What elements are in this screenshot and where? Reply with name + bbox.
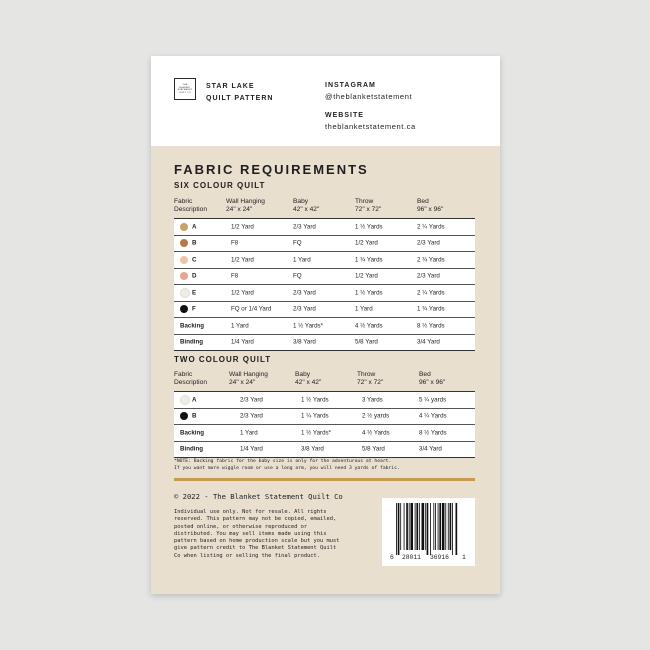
website-label: WEBSITE [325, 112, 364, 119]
pattern-back-cover [151, 56, 500, 594]
yardage-cell: 1 ¾ Yards [355, 256, 383, 264]
legal-line: reserved. This pattern may not be copied, emailed, [174, 516, 337, 523]
column-size: 72" x 72" [357, 379, 384, 386]
barcode-bar [456, 503, 458, 555]
column-name: Wall Hanging [226, 198, 265, 205]
table-row [174, 285, 475, 302]
table-body [174, 218, 475, 351]
yardage-cell: 3/8 Yard [293, 338, 316, 346]
table-row [174, 219, 475, 236]
column-size: 24" x 24" [226, 206, 253, 213]
column-size: 24" x 24" [229, 379, 256, 386]
column-size: 96" x 96" [417, 206, 444, 213]
table-row [174, 302, 475, 319]
yardage-cell: 1 Yard [231, 322, 249, 330]
yardage-cell: 5 ¼ yards [419, 396, 447, 404]
website-block [325, 110, 416, 132]
fabric-swatch [180, 256, 188, 264]
yardage-cell: 1 ½ Yards [301, 396, 329, 404]
table-row [174, 392, 475, 409]
yardage-cell: 1/2 Yard [231, 289, 254, 297]
fabric-label: Backing [180, 322, 205, 330]
website-url[interactable]: theblanketstatement.ca [325, 122, 416, 131]
fabric-swatch [180, 239, 188, 247]
barcode [382, 498, 475, 566]
yardage-cell: 8 ½ Yards [417, 322, 445, 330]
yardage-cell: 5/8 Yard [355, 338, 378, 346]
legal-line: Co when listing or selling the final product. [174, 552, 321, 559]
barcode-bar [416, 503, 418, 550]
barcode-bar [422, 503, 425, 550]
barcode-bar [404, 503, 405, 550]
barcode-bar [435, 503, 436, 550]
fabric-label: A [192, 223, 197, 231]
logo-line: QUILT CO [179, 91, 191, 94]
table-row [174, 425, 475, 442]
table-row [174, 318, 475, 335]
barcode-bar [448, 503, 449, 550]
fabric-swatch [180, 412, 188, 420]
barcode-group: 36916 [430, 554, 449, 561]
yardage-cell: 3/4 Yard [417, 338, 440, 346]
yardage-cell: F8 [231, 239, 239, 247]
barcode-digit: 6 [390, 554, 394, 561]
barcode-bar [396, 503, 397, 555]
legal-line: distributed. You may sell items made using this [174, 530, 327, 537]
instagram-label: INSTAGRAM [325, 82, 376, 89]
legal-line: Individual use only. Not for resale. All rights [174, 509, 327, 515]
table-row [174, 409, 475, 426]
yardage-cell: 2 ½ yards [362, 412, 390, 420]
fabric-label: Binding [180, 338, 204, 346]
six-colour-table [174, 198, 475, 351]
pattern-name-line: QUILT PATTERN [206, 95, 274, 102]
two-colour-heading: TWO COLOUR QUILT [174, 355, 272, 364]
logo-line: BLANKET [179, 86, 191, 89]
yardage-cell: 4 ½ Yards [362, 429, 390, 437]
yardage-cell: 4 ¼ Yards [419, 412, 447, 420]
barcode-bar [450, 503, 452, 550]
barcode-bar [427, 503, 429, 555]
column-size: 42" x 42" [295, 379, 322, 386]
brand-logo [174, 78, 196, 100]
instagram-handle[interactable]: @theblanketstatement [325, 92, 413, 101]
table-row [174, 335, 475, 352]
yardage-cell: 3/4 Yard [419, 445, 442, 453]
yardage-cell: 1 ¼ Yards [301, 412, 329, 420]
table-row [174, 252, 475, 269]
yardage-cell: FQ [293, 239, 302, 247]
yardage-cell: 2/3 Yard [293, 305, 316, 313]
barcode-bar [445, 503, 446, 550]
column-name: Wall Hanging [229, 371, 268, 378]
two-colour-table [174, 371, 475, 458]
yardage-cell: 2/3 Yard [293, 289, 316, 297]
yardage-cell: 1/2 Yard [231, 223, 254, 231]
fabric-swatch [180, 272, 188, 280]
column-name: Baby [295, 371, 311, 378]
barcode-bar [398, 503, 400, 555]
yardage-cell: F8 [231, 272, 239, 280]
table-row [174, 269, 475, 286]
pattern-name [206, 81, 273, 105]
yardage-cell: 1 ½ Yards* [301, 429, 332, 437]
table-body [174, 391, 475, 458]
yardage-cell: 1 ½ Yards* [293, 322, 324, 330]
legal-line: posted online, or otherwise reproduced or [174, 523, 308, 530]
yardage-cell: FQ [293, 272, 302, 280]
barcode-bar [438, 503, 439, 550]
legal-notice [174, 509, 386, 560]
six-colour-heading: SIX COLOUR QUILT [174, 181, 266, 190]
yardage-cell: 2 ¾ Yards [417, 256, 445, 264]
yardage-cell: 1 ½ Yards [355, 289, 383, 297]
column-name: Throw [357, 371, 376, 378]
column-name: Baby [293, 198, 309, 205]
header-band [151, 56, 500, 146]
yardage-cell: 3 Yards [362, 396, 383, 404]
column-name: Bed [417, 198, 429, 205]
column-name: Bed [419, 371, 431, 378]
barcode-bar [406, 503, 408, 550]
yardage-cell: 1/2 Yard [355, 272, 378, 280]
barcode-bar [425, 503, 426, 550]
table-header [174, 198, 475, 218]
column-size: 42" x 42" [293, 206, 320, 213]
fabric-label: Binding [180, 445, 204, 453]
fabric-swatch [180, 223, 188, 231]
fabric-label: F [192, 305, 196, 313]
fabric-swatch [180, 288, 190, 298]
barcode-bar [415, 503, 416, 550]
fabric-label: Backing [180, 429, 205, 437]
fabric-swatch [180, 305, 188, 313]
barcode-bar [442, 503, 445, 550]
yardage-cell: 1/2 Yard [231, 256, 254, 264]
yardage-cell: FQ or 1/4 Yard [231, 305, 272, 313]
barcode-bars [396, 503, 461, 555]
yardage-cell: 1/2 Yard [355, 239, 378, 247]
legal-line: give pattern credit to The Blanket Statement Quilt [174, 545, 337, 552]
fabric-label: B [192, 239, 197, 247]
yardage-cell: 5/8 Yard [362, 445, 385, 453]
yardage-cell: 1 ½ Yards [355, 223, 383, 231]
yardage-cell: 8 ½ Yards [419, 429, 447, 437]
yardage-cell: 2/3 Yard [240, 396, 263, 404]
barcode-group: 28011 [402, 554, 421, 561]
table-row [174, 236, 475, 253]
column-name: Fabric [174, 371, 193, 378]
yardage-cell: 1 Yard [293, 256, 311, 264]
fabric-swatch [180, 395, 190, 405]
barcode-bar [433, 503, 434, 550]
yardage-cell: 1 Yard [240, 429, 258, 437]
logo-line: STATEMENT [177, 89, 193, 92]
copyright-text: © 2022 - The Blanket Statement Quilt Co [174, 492, 343, 501]
yardage-cell: 1/4 Yard [231, 338, 254, 346]
barcode-digit: 1 [462, 554, 466, 561]
logo-line: THE [182, 84, 188, 86]
pattern-name-line: STAR LAKE [206, 83, 255, 90]
accent-divider [174, 478, 475, 481]
column-size: Description [174, 379, 207, 386]
fabric-label: E [192, 289, 197, 297]
yardage-cell: 2/3 Yard [293, 223, 316, 231]
table-row [174, 442, 475, 459]
backing-note [174, 458, 400, 472]
table-header [174, 371, 475, 391]
yardage-cell: 2/3 Yard [240, 412, 263, 420]
legal-line: pattern based on home production scale but you must [174, 538, 340, 545]
fabric-label: C [192, 256, 197, 264]
yardage-cell: 3/8 Yard [301, 445, 324, 453]
note-line: *NOTE: Backing fabric for the baby size is only for the adventurous at heart. [174, 459, 392, 464]
fabric-label: A [192, 396, 197, 404]
page-title: FABRIC REQUIREMENTS [174, 162, 369, 177]
yardage-cell: 2/3 Yard [417, 239, 440, 247]
barcode-bar [410, 503, 413, 550]
instagram-block [325, 80, 412, 102]
barcode-bar [430, 503, 431, 555]
fabric-label: D [192, 272, 197, 280]
note-line: If you want more wiggle room or use a long arm, you will need 3 yards of fabric. [174, 466, 400, 471]
yardage-cell: 1/4 Yard [240, 445, 263, 453]
column-name: Fabric [174, 198, 193, 205]
yardage-cell: 2 ¼ Yards [417, 289, 445, 297]
yardage-cell: 4 ½ Yards [355, 322, 383, 330]
barcode-bar [400, 503, 401, 550]
yardage-cell: 2 ¼ Yards [417, 223, 445, 231]
column-size: 96" x 96" [419, 379, 446, 386]
barcode-bar [409, 503, 410, 550]
yardage-cell: 1 ¾ Yards [417, 305, 445, 313]
column-size: 72" x 72" [355, 206, 382, 213]
barcode-bar [452, 503, 453, 555]
yardage-cell: 1 Yard [355, 305, 373, 313]
yardage-cell: 2/3 Yard [417, 272, 440, 280]
column-name: Throw [355, 198, 374, 205]
column-size: Description [174, 206, 207, 213]
fabric-label: B [192, 412, 197, 420]
barcode-bar [439, 503, 441, 550]
barcode-bar [419, 503, 420, 550]
